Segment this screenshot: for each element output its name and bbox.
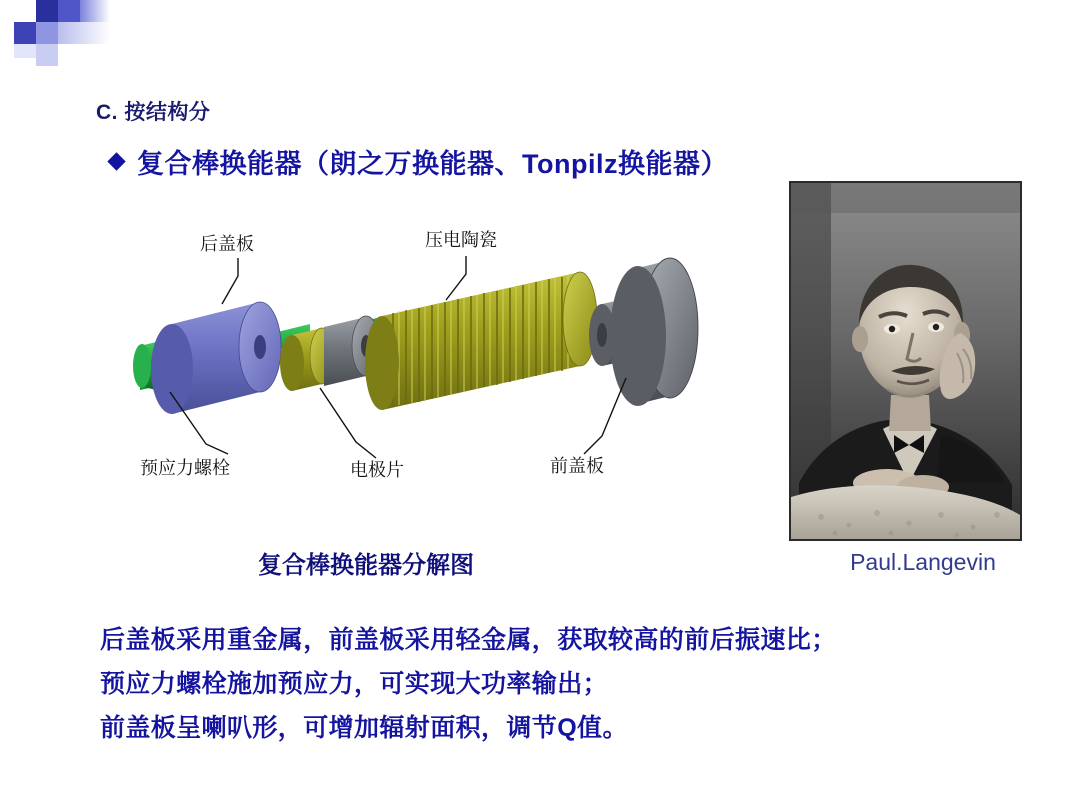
portrait-image (789, 181, 1022, 541)
deco-block (36, 44, 58, 66)
section-heading: C. 按结构分 (96, 101, 211, 124)
figure-caption: 复合棒换能器分解图 (258, 552, 474, 579)
body-text-block (100, 618, 1000, 750)
corner-decoration (0, 0, 130, 72)
deco-block (36, 0, 58, 22)
diamond-bullet-icon (107, 152, 125, 170)
deco-block (14, 22, 36, 44)
transducer-exploded-figure (110, 196, 770, 516)
portrait-caption: Paul.Langevin (850, 549, 996, 575)
deco-block (36, 22, 58, 44)
label-front-plate: 前盖板 (550, 456, 604, 476)
body-line: 后盖板采用重金属，前盖板采用轻金属，获取较高的前后振速比； (100, 626, 837, 654)
back-plate-part (151, 302, 281, 414)
body-line: 前盖板呈喇叭形，可增加辐射面积，调节Q值。 (100, 714, 628, 742)
deco-block (80, 0, 110, 22)
deco-block (58, 0, 80, 22)
label-electrode: 电极片 (350, 460, 404, 480)
label-back-plate: 后盖板 (200, 234, 254, 254)
body-line: 预应力螺栓施加预应力，可实现大功率输出； (100, 670, 609, 698)
piezo-ceramic-stack (365, 272, 597, 410)
deco-block (58, 22, 110, 44)
slide-title (110, 142, 728, 181)
slide-title-text: 复合棒换能器（朗之万换能器、Tonpilz换能器） (137, 149, 728, 179)
label-piezo-ceramic: 压电陶瓷 (425, 230, 497, 250)
label-prestress-bolt: 预应力螺栓 (140, 458, 230, 478)
deco-block (14, 44, 36, 58)
